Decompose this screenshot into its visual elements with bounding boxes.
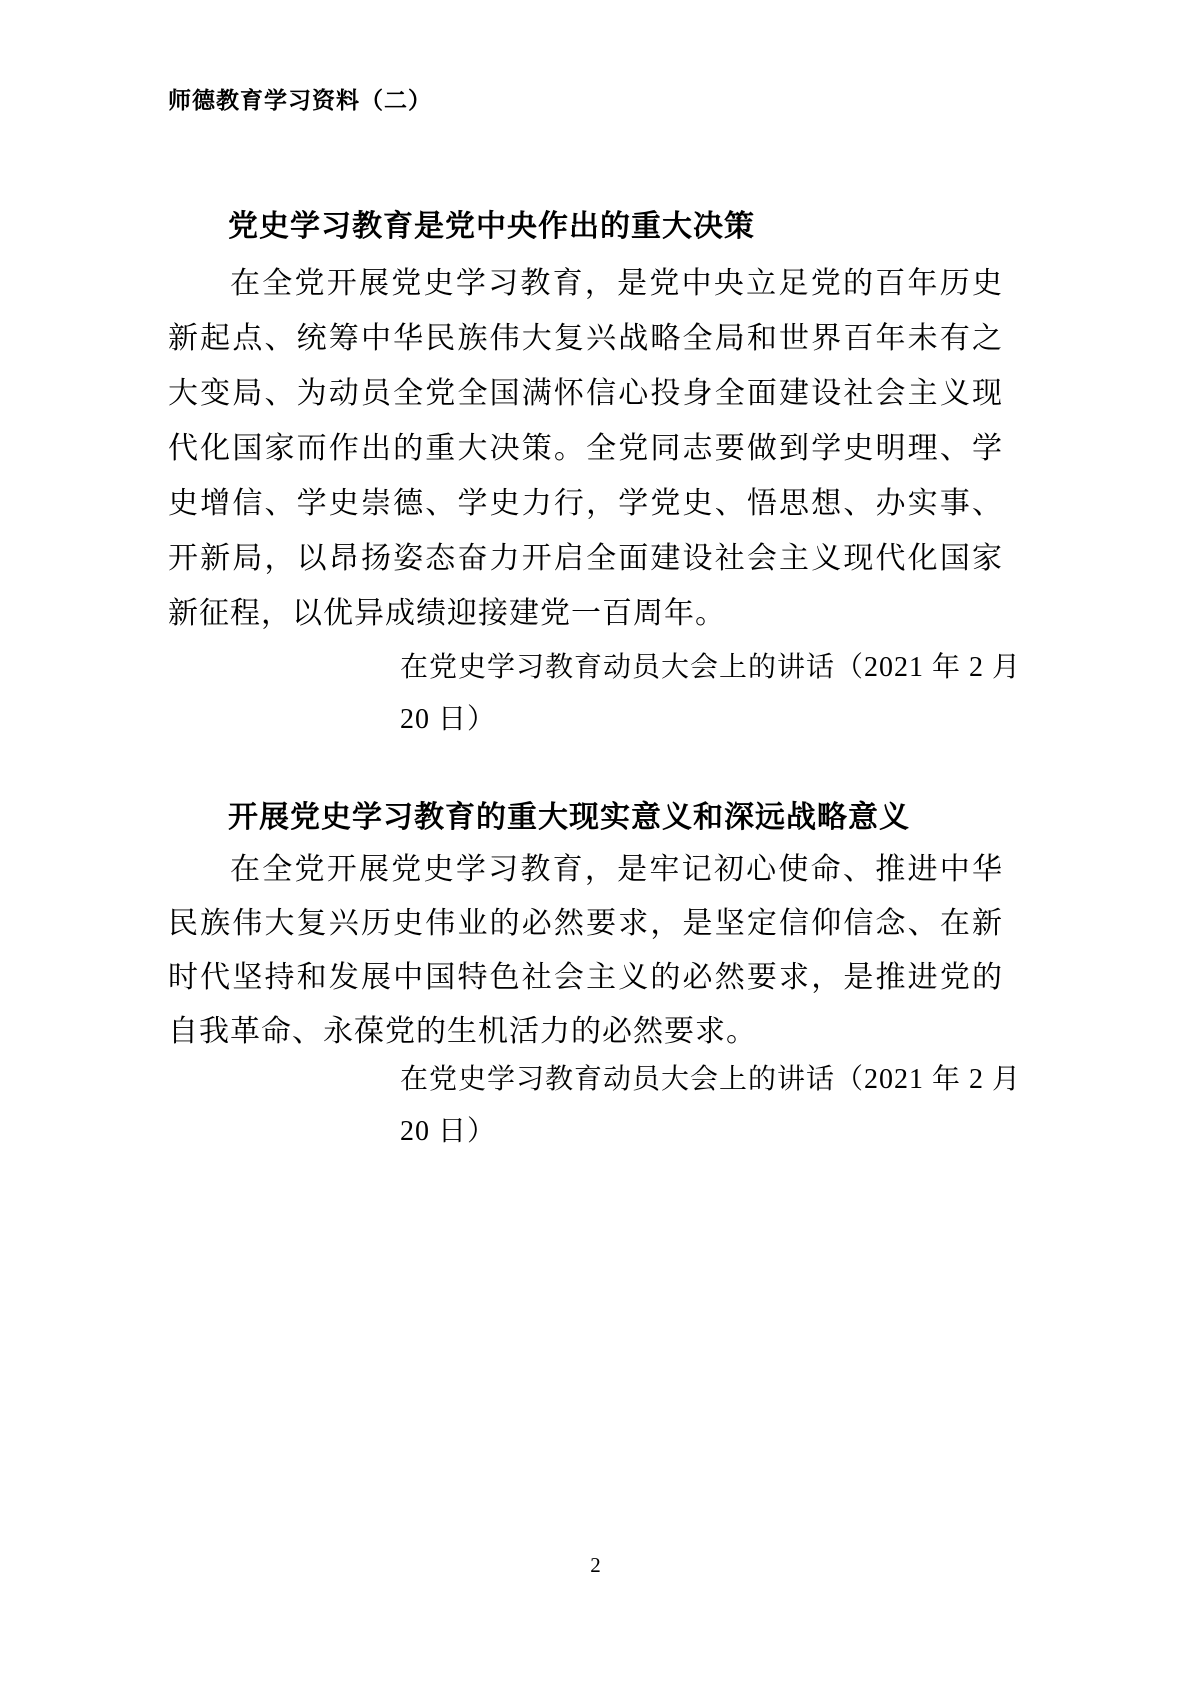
section-1-paragraph [168,256,1003,641]
paragraph-line: 在全党开展党史学习教育，是牢记初心使命、推进中华 [230,853,1003,886]
paragraph-line: 史增信、学史崇德、学史力行，学党史、悟思想、办实事、 [168,487,1003,520]
section-2-title: 开展党史学习教育的重大现实意义和深远战略意义 [228,801,910,834]
paragraph-line: 时代坚持和发展中国特色社会主义的必然要求，是推进党的 [168,961,1003,994]
document-header-title: 师德教育学习资料（二） [168,88,432,113]
paragraph-line: 新起点、统筹中华民族伟大复兴战略全局和世界百年未有之 [168,322,1003,355]
attribution-line: 在党史学习教育动员大会上的讲话（2021 年 2 月 [400,652,1022,683]
paragraph-line: 代化国家而作出的重大决策。全党同志要做到学史明理、学 [168,432,1003,465]
paragraph-line: 在全党开展党史学习教育，是党中央立足党的百年历史 [230,267,1003,300]
paragraph-line: 大变局、为动员全党全国满怀信心投身全面建设社会主义现 [168,377,1003,410]
section-2-paragraph [168,843,1003,1059]
paragraph-line: 民族伟大复兴历史伟业的必然要求，是坚定信仰信念、在新 [168,907,1003,940]
section-2-attribution [400,1054,1040,1158]
attribution-line: 20 日） [400,704,497,735]
page-number: 2 [590,1553,601,1577]
attribution-line: 在党史学习教育动员大会上的讲话（2021 年 2 月 [400,1064,1022,1095]
section-1-title: 党史学习教育是党中央作出的重大决策 [228,210,755,243]
paragraph-line: 自我革命、永葆党的生机活力的必然要求。 [168,1015,757,1048]
attribution-line: 20 日） [400,1116,497,1147]
section-1-attribution [400,642,1040,746]
paragraph-line: 新征程，以优异成绩迎接建党一百周年。 [168,597,726,630]
paragraph-line: 开新局，以昂扬姿态奋力开启全面建设社会主义现代化国家 [168,542,1003,575]
